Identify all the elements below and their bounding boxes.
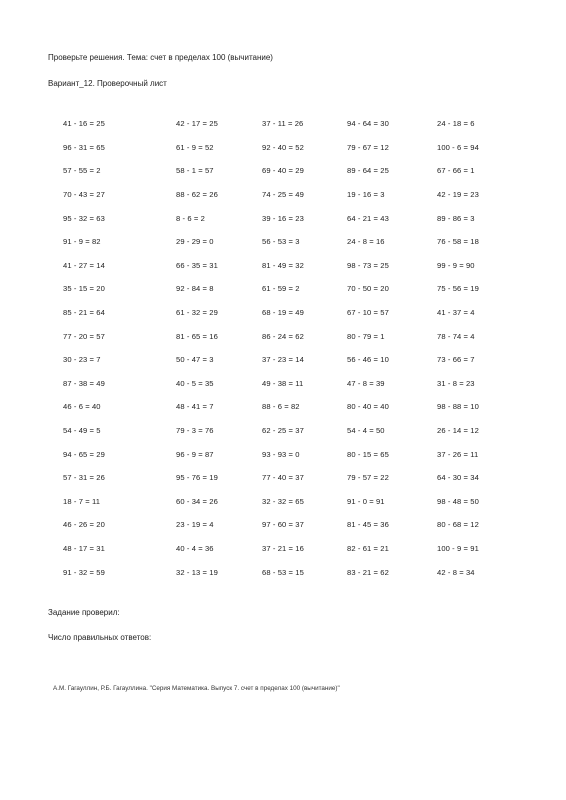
example-cell: 94 - 64 = 30 <box>347 119 389 129</box>
citation-footer: А.М. Гагауллин, Р.Б. Гагауллина. "Серия Математика. Выпуск 7. счет в пределах 100 (вычитание)" <box>53 685 340 692</box>
example-cell: 99 - 9 = 90 <box>437 260 475 270</box>
example-cell: 81 - 49 = 32 <box>262 260 304 270</box>
example-cell: 66 - 35 = 31 <box>176 260 218 270</box>
example-cell: 46 - 6 = 40 <box>63 402 101 412</box>
example-row <box>63 395 503 419</box>
page-title: Проверьте решения. Тема: счет в пределах 100 (вычитание) <box>48 53 273 62</box>
example-cell: 86 - 24 = 62 <box>262 331 304 341</box>
example-cell: 48 - 41 = 7 <box>176 402 214 412</box>
example-cell: 80 - 15 = 65 <box>347 449 389 459</box>
example-cell: 98 - 73 = 25 <box>347 260 389 270</box>
example-cell: 98 - 48 = 50 <box>437 496 479 506</box>
example-cell: 42 - 8 = 34 <box>437 567 475 577</box>
example-cell: 64 - 30 = 34 <box>437 473 479 483</box>
example-cell: 40 - 4 = 36 <box>176 543 214 553</box>
example-row <box>63 537 503 561</box>
example-cell: 88 - 6 = 82 <box>262 402 300 412</box>
example-cell: 67 - 10 = 57 <box>347 308 389 318</box>
example-cell: 57 - 31 = 26 <box>63 473 105 483</box>
example-cell: 79 - 3 = 76 <box>176 426 214 436</box>
example-cell: 70 - 50 = 20 <box>347 284 389 294</box>
example-cell: 18 - 7 = 11 <box>63 496 101 506</box>
example-cell: 37 - 21 = 16 <box>262 543 304 553</box>
example-cell: 24 - 18 = 6 <box>437 119 475 129</box>
example-cell: 48 - 17 = 31 <box>63 543 105 553</box>
example-cell: 42 - 19 = 23 <box>437 190 479 200</box>
example-cell: 54 - 49 = 5 <box>63 426 101 436</box>
example-cell: 94 - 65 = 29 <box>63 449 105 459</box>
example-cell: 81 - 65 = 16 <box>176 331 218 341</box>
example-cell: 62 - 25 = 37 <box>262 426 304 436</box>
example-cell: 31 - 8 = 23 <box>437 378 475 388</box>
example-cell: 93 - 93 = 0 <box>262 449 300 459</box>
example-cell: 49 - 38 = 11 <box>262 378 304 388</box>
example-cell: 37 - 11 = 26 <box>262 119 304 129</box>
correct-count-label: Число правильных ответов: <box>48 633 152 642</box>
example-cell: 61 - 32 = 29 <box>176 308 218 318</box>
example-cell: 79 - 57 = 22 <box>347 473 389 483</box>
example-row <box>63 466 503 490</box>
example-cell: 89 - 86 = 3 <box>437 213 475 223</box>
example-cell: 35 - 15 = 20 <box>63 284 105 294</box>
example-row <box>63 372 503 396</box>
example-cell: 96 - 31 = 65 <box>63 142 105 152</box>
example-cell: 73 - 66 = 7 <box>437 355 475 365</box>
example-cell: 67 - 66 = 1 <box>437 166 475 176</box>
example-cell: 19 - 16 = 3 <box>347 190 385 200</box>
example-cell: 61 - 59 = 2 <box>262 284 300 294</box>
example-cell: 23 - 19 = 4 <box>176 520 214 530</box>
example-cell: 83 - 21 = 62 <box>347 567 389 577</box>
example-cell: 29 - 29 = 0 <box>176 237 214 247</box>
example-cell: 89 - 64 = 25 <box>347 166 389 176</box>
example-cell: 41 - 27 = 14 <box>63 260 105 270</box>
example-cell: 78 - 74 = 4 <box>437 331 475 341</box>
example-cell: 95 - 32 = 63 <box>63 213 105 223</box>
example-cell: 85 - 21 = 64 <box>63 308 105 318</box>
example-cell: 39 - 16 = 23 <box>262 213 304 223</box>
example-cell: 92 - 40 = 52 <box>262 142 304 152</box>
example-cell: 32 - 32 = 65 <box>262 496 304 506</box>
example-cell: 8 - 6 = 2 <box>176 213 205 223</box>
example-cell: 68 - 19 = 49 <box>262 308 304 318</box>
example-cell: 76 - 58 = 18 <box>437 237 479 247</box>
example-row <box>63 206 503 230</box>
example-cell: 97 - 60 = 37 <box>262 520 304 530</box>
example-cell: 91 - 9 = 82 <box>63 237 101 247</box>
example-cell: 75 - 56 = 19 <box>437 284 479 294</box>
example-row <box>63 136 503 160</box>
example-cell: 92 - 84 = 8 <box>176 284 214 294</box>
example-cell: 41 - 16 = 25 <box>63 119 105 129</box>
answers-grid <box>63 112 503 584</box>
example-cell: 80 - 40 = 40 <box>347 402 389 412</box>
example-cell: 81 - 45 = 36 <box>347 520 389 530</box>
example-cell: 77 - 40 = 37 <box>262 473 304 483</box>
example-cell: 82 - 61 = 21 <box>347 543 389 553</box>
example-cell: 32 - 13 = 19 <box>176 567 218 577</box>
example-row <box>63 159 503 183</box>
example-row <box>63 348 503 372</box>
example-cell: 41 - 37 = 4 <box>437 308 475 318</box>
checked-by-label: Задание проверил: <box>48 608 120 617</box>
example-cell: 56 - 46 = 10 <box>347 355 389 365</box>
example-cell: 80 - 79 = 1 <box>347 331 385 341</box>
example-cell: 79 - 67 = 12 <box>347 142 389 152</box>
example-cell: 54 - 4 = 50 <box>347 426 385 436</box>
example-cell: 70 - 43 = 27 <box>63 190 105 200</box>
example-row <box>63 277 503 301</box>
example-cell: 100 - 9 = 91 <box>437 543 479 553</box>
variant-subtitle: Вариант_12. Проверочный лист <box>48 79 167 88</box>
example-cell: 58 - 1 = 57 <box>176 166 214 176</box>
example-cell: 60 - 34 = 26 <box>176 496 218 506</box>
example-row <box>63 442 503 466</box>
example-cell: 80 - 68 = 12 <box>437 520 479 530</box>
example-row <box>63 419 503 443</box>
example-cell: 37 - 26 = 11 <box>437 449 479 459</box>
example-cell: 24 - 8 = 16 <box>347 237 385 247</box>
example-cell: 37 - 23 = 14 <box>262 355 304 365</box>
example-cell: 74 - 25 = 49 <box>262 190 304 200</box>
example-cell: 88 - 62 = 26 <box>176 190 218 200</box>
example-cell: 56 - 53 = 3 <box>262 237 300 247</box>
example-cell: 98 - 88 = 10 <box>437 402 479 412</box>
example-row <box>63 301 503 325</box>
example-row <box>63 560 503 584</box>
example-row <box>63 513 503 537</box>
example-cell: 100 - 6 = 94 <box>437 142 479 152</box>
example-row <box>63 254 503 278</box>
example-row <box>63 490 503 514</box>
example-row <box>63 183 503 207</box>
example-row <box>63 230 503 254</box>
example-row <box>63 324 503 348</box>
example-cell: 46 - 26 = 20 <box>63 520 105 530</box>
example-cell: 57 - 55 = 2 <box>63 166 101 176</box>
example-cell: 68 - 53 = 15 <box>262 567 304 577</box>
example-row <box>63 112 503 136</box>
example-cell: 77 - 20 = 57 <box>63 331 105 341</box>
example-cell: 91 - 0 = 91 <box>347 496 385 506</box>
example-cell: 61 - 9 = 52 <box>176 142 214 152</box>
example-cell: 91 - 32 = 59 <box>63 567 105 577</box>
example-cell: 87 - 38 = 49 <box>63 378 105 388</box>
example-cell: 96 - 9 = 87 <box>176 449 214 459</box>
example-cell: 42 - 17 = 25 <box>176 119 218 129</box>
example-cell: 30 - 23 = 7 <box>63 355 101 365</box>
example-cell: 47 - 8 = 39 <box>347 378 385 388</box>
example-cell: 50 - 47 = 3 <box>176 355 214 365</box>
example-cell: 69 - 40 = 29 <box>262 166 304 176</box>
example-cell: 26 - 14 = 12 <box>437 426 479 436</box>
example-cell: 95 - 76 = 19 <box>176 473 218 483</box>
example-cell: 40 - 5 = 35 <box>176 378 214 388</box>
example-cell: 64 - 21 = 43 <box>347 213 389 223</box>
